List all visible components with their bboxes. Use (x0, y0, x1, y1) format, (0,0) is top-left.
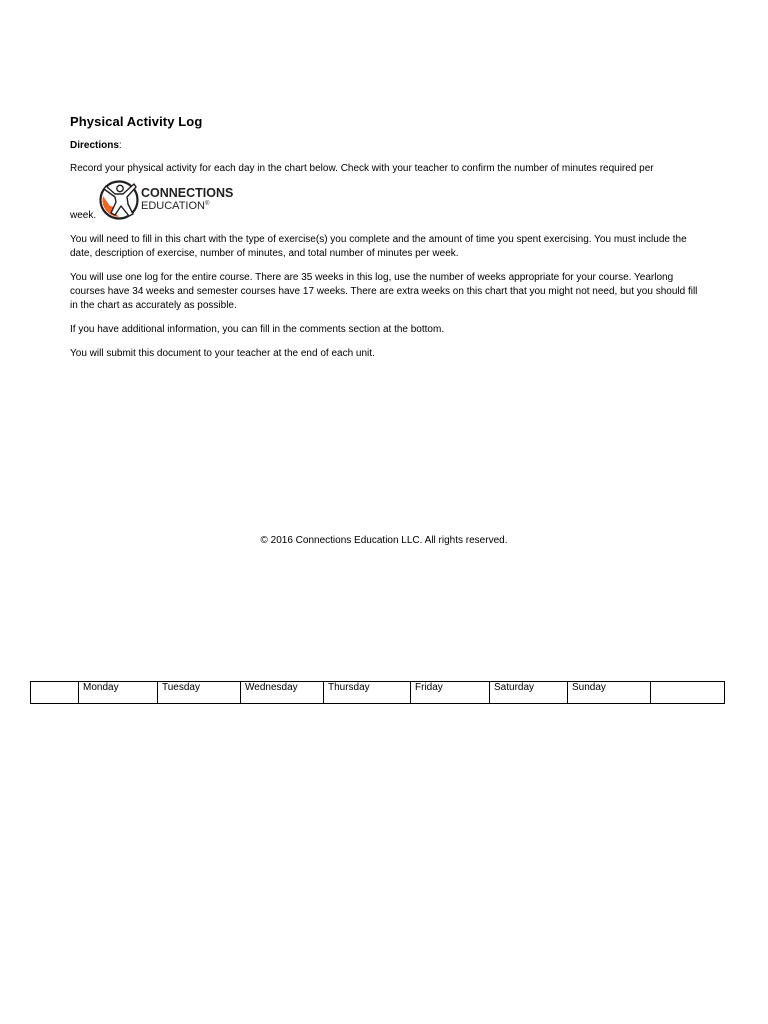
connections-education-logo (98, 178, 240, 222)
directions-label: Directions (70, 140, 119, 151)
paragraph-minutes-required-end: week. (70, 210, 97, 221)
header-cell-sunday[interactable]: Sunday (568, 682, 651, 704)
logo-registered-mark: ® (204, 201, 210, 207)
person-in-circle-icon (101, 182, 138, 219)
table-header-row (31, 682, 725, 704)
header-cell-week[interactable] (31, 682, 79, 704)
header-cell-friday[interactable]: Friday (411, 682, 490, 704)
paragraph-one-log: You will use one log for the entire course. There are 35 weeks in this log, use the number of weeks appropriate for your course. Yearlong courses have 34 weeks and semester courses have 17 weeks. There are extra weeks on this chart that you might not need, but you should fill in the chart as accurately as possible. (70, 272, 698, 311)
logo-text-connections: CONNECTIONS (141, 186, 234, 200)
paragraph-minutes-required: Record your physical activity for each day in the chart below. Check with your teacher to confirm the number of minutes required per (70, 163, 654, 174)
header-cell-total[interactable] (651, 682, 725, 704)
header-cell-tuesday[interactable]: Tuesday (158, 682, 241, 704)
logo-text-education (141, 200, 210, 212)
paragraph-comments: If you have additional information, you can fill in the comments section at the bottom. (70, 324, 445, 335)
directions-colon: : (118, 140, 122, 151)
page-title: Physical Activity Log (70, 114, 203, 129)
header-cell-wednesday[interactable]: Wednesday (241, 682, 324, 704)
header-cell-saturday[interactable]: Saturday (490, 682, 568, 704)
header-cell-monday[interactable]: Monday (79, 682, 158, 704)
activity-log-table (30, 681, 725, 704)
copyright-notice: © 2016 Connections Education LLC. All rights reserved. (260, 535, 508, 546)
logo-text-education-word: EDUCATION (141, 200, 205, 212)
header-cell-thursday[interactable]: Thursday (324, 682, 411, 704)
directions-heading (70, 139, 702, 153)
paragraph-fill-in-chart: You will need to fill in this chart with the type of exercise(s) you complete and the amount of time you spent exercising. You must include the date, description of exercise, number of minutes, and total number of minutes per week. (70, 234, 687, 259)
paragraph-submit: You will submit this document to your teacher at the end of each unit. (70, 348, 375, 359)
